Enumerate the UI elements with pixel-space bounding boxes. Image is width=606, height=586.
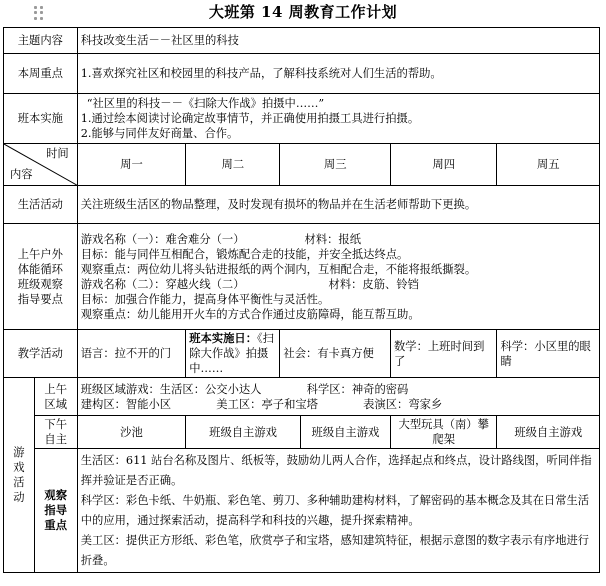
life-label: 生活活动	[4, 186, 78, 224]
game-label-char: 戏	[13, 461, 25, 474]
game2-material: 材料：皮筋、铃铛	[328, 277, 419, 291]
observe-label-line: 指导	[44, 503, 68, 517]
game2-name: 游戏名称（二）：穿越火线（二）	[80, 277, 245, 291]
game2-row	[81, 277, 596, 292]
day-header-fri: 周五	[497, 144, 600, 186]
game-label	[4, 378, 35, 573]
observe-label	[34, 449, 77, 573]
game-label-char: 活	[13, 476, 25, 489]
outdoor-label-line: 上午户外	[17, 247, 63, 261]
afternoon-cell-thu: 大型玩具（南）攀爬架	[390, 416, 496, 449]
outdoor-content	[77, 224, 599, 330]
afternoon-cell-tue: 班级自主游戏	[186, 416, 301, 449]
observe-label-line: 观察	[44, 488, 68, 502]
observe-label-line: 重点	[44, 518, 68, 532]
teaching-label: 教学活动	[4, 330, 78, 378]
theme-value: 科技改变生活－－社区里的科技	[77, 28, 599, 54]
game-label-char: 游	[13, 446, 25, 459]
afternoon-cell-mon: 沙池	[77, 416, 186, 449]
class-practice-line: “社区里的科技－－《扫除大作战》拍摄中……”	[86, 97, 325, 110]
teaching-tue	[186, 330, 280, 378]
observe-content	[77, 449, 599, 573]
teaching-fri: 科学：小区里的眼睛	[497, 330, 600, 378]
observe-paragraph: 美工区：提供正方形纸、彩色笔，欣赏亭子和宝塔，感知建筑特征，根据示意图的数字表示有序地进行折叠。	[80, 534, 590, 567]
game2-observe: 观察重点：幼儿能用开火车的方式合作通过皮筋障碍，能互帮互助。	[80, 307, 420, 321]
focus-value: 1.喜欢探究社区和校园里的科技产品，了解科技系统对人们生活的帮助。	[77, 54, 599, 94]
game-label-char: 动	[13, 491, 25, 504]
day-header-wed: 周三	[280, 144, 391, 186]
page-title: 大班第 14 周教育工作计划	[208, 3, 398, 21]
time-content-header	[4, 144, 78, 186]
teaching-tue-rest: 《扫除大作战》拍摄中……	[189, 332, 274, 375]
game1-goal: 目标：能与同伴互相配合，锻炼配合走的技能，并安全抵达终点。	[80, 247, 409, 261]
afternoon-cell-fri: 班级自主游戏	[497, 416, 600, 449]
teaching-thu: 数学：上班时间到了	[390, 330, 496, 378]
game1-name: 游戏名称（一）：难舍难分（一）	[80, 232, 245, 246]
game1-material: 材料：报纸	[304, 232, 362, 246]
life-value: 关注班级生活区的物品整理，及时发现有损坏的物品并在生活老师帮助下更换。	[77, 186, 599, 224]
morning-content	[77, 378, 599, 416]
afternoon-label-line: 自主	[44, 433, 68, 446]
class-practice-line: 2.能够与同伴友好商量、合作。	[80, 127, 239, 140]
afternoon-label-line: 下午	[44, 418, 68, 431]
game2-goal: 目标：加强合作能力，提高身体平衡性与灵活性。	[80, 292, 330, 306]
game1-observe: 观察重点：两位幼儿将头钻进报纸的两个洞内，互相配合走，不能将报纸撕裂。	[80, 262, 477, 276]
game1-row	[81, 232, 596, 247]
teaching-tue-title: 班本实施日：	[189, 331, 258, 345]
outdoor-label	[4, 224, 78, 330]
time-header-label: 时间	[46, 147, 69, 160]
weekly-plan-table	[3, 27, 600, 573]
class-practice-label: 班本实施	[4, 94, 78, 144]
observe-paragraph: 科学区：彩色卡纸、牛奶瓶、彩色笔、剪刀、多种辅助建构材料，了解密码的基本概念及其在日常生活中的应用，通过探索活动，提高科学和科技的兴趣，提升探索精神。	[80, 494, 590, 527]
theme-label: 主题内容	[4, 28, 78, 54]
outdoor-label-line: 体能循环	[17, 262, 63, 276]
afternoon-label	[34, 416, 77, 449]
afternoon-cell-wed: 班级自主游戏	[300, 416, 390, 449]
class-practice-content	[77, 94, 599, 144]
teaching-wed: 社会：有卡真方便	[280, 330, 391, 378]
outdoor-label-line: 班级观察	[17, 277, 63, 291]
morning-line: 建构区：智能小区 美工区：亭子和宝塔 表演区：弯家乡	[80, 397, 443, 411]
day-header-mon: 周一	[77, 144, 186, 186]
observe-paragraph: 生活区：611 站台名称及图片、纸板等，鼓励幼儿两人合作，选择起点和终点，设计路线图，听同伴指挥并验证是否正确。	[80, 454, 592, 487]
morning-label-line: 区域	[44, 397, 68, 411]
morning-line: 班级区域游戏：生活区：公交小达人 科学区：神奇的密码	[80, 382, 409, 396]
outdoor-label-line: 指导要点	[17, 292, 63, 306]
focus-label: 本周重点	[4, 54, 78, 94]
morning-label	[34, 378, 77, 416]
day-header-tue: 周二	[186, 144, 280, 186]
day-header-thu: 周四	[390, 144, 496, 186]
class-practice-line: 1.通过绘本阅读讨论确定故事情节，并正确使用拍摄工具进行拍摄。	[80, 112, 420, 125]
content-header-label: 内容	[10, 168, 33, 181]
teaching-mon: 语言：拉不开的门	[77, 330, 186, 378]
morning-label-line: 上午	[44, 382, 68, 396]
